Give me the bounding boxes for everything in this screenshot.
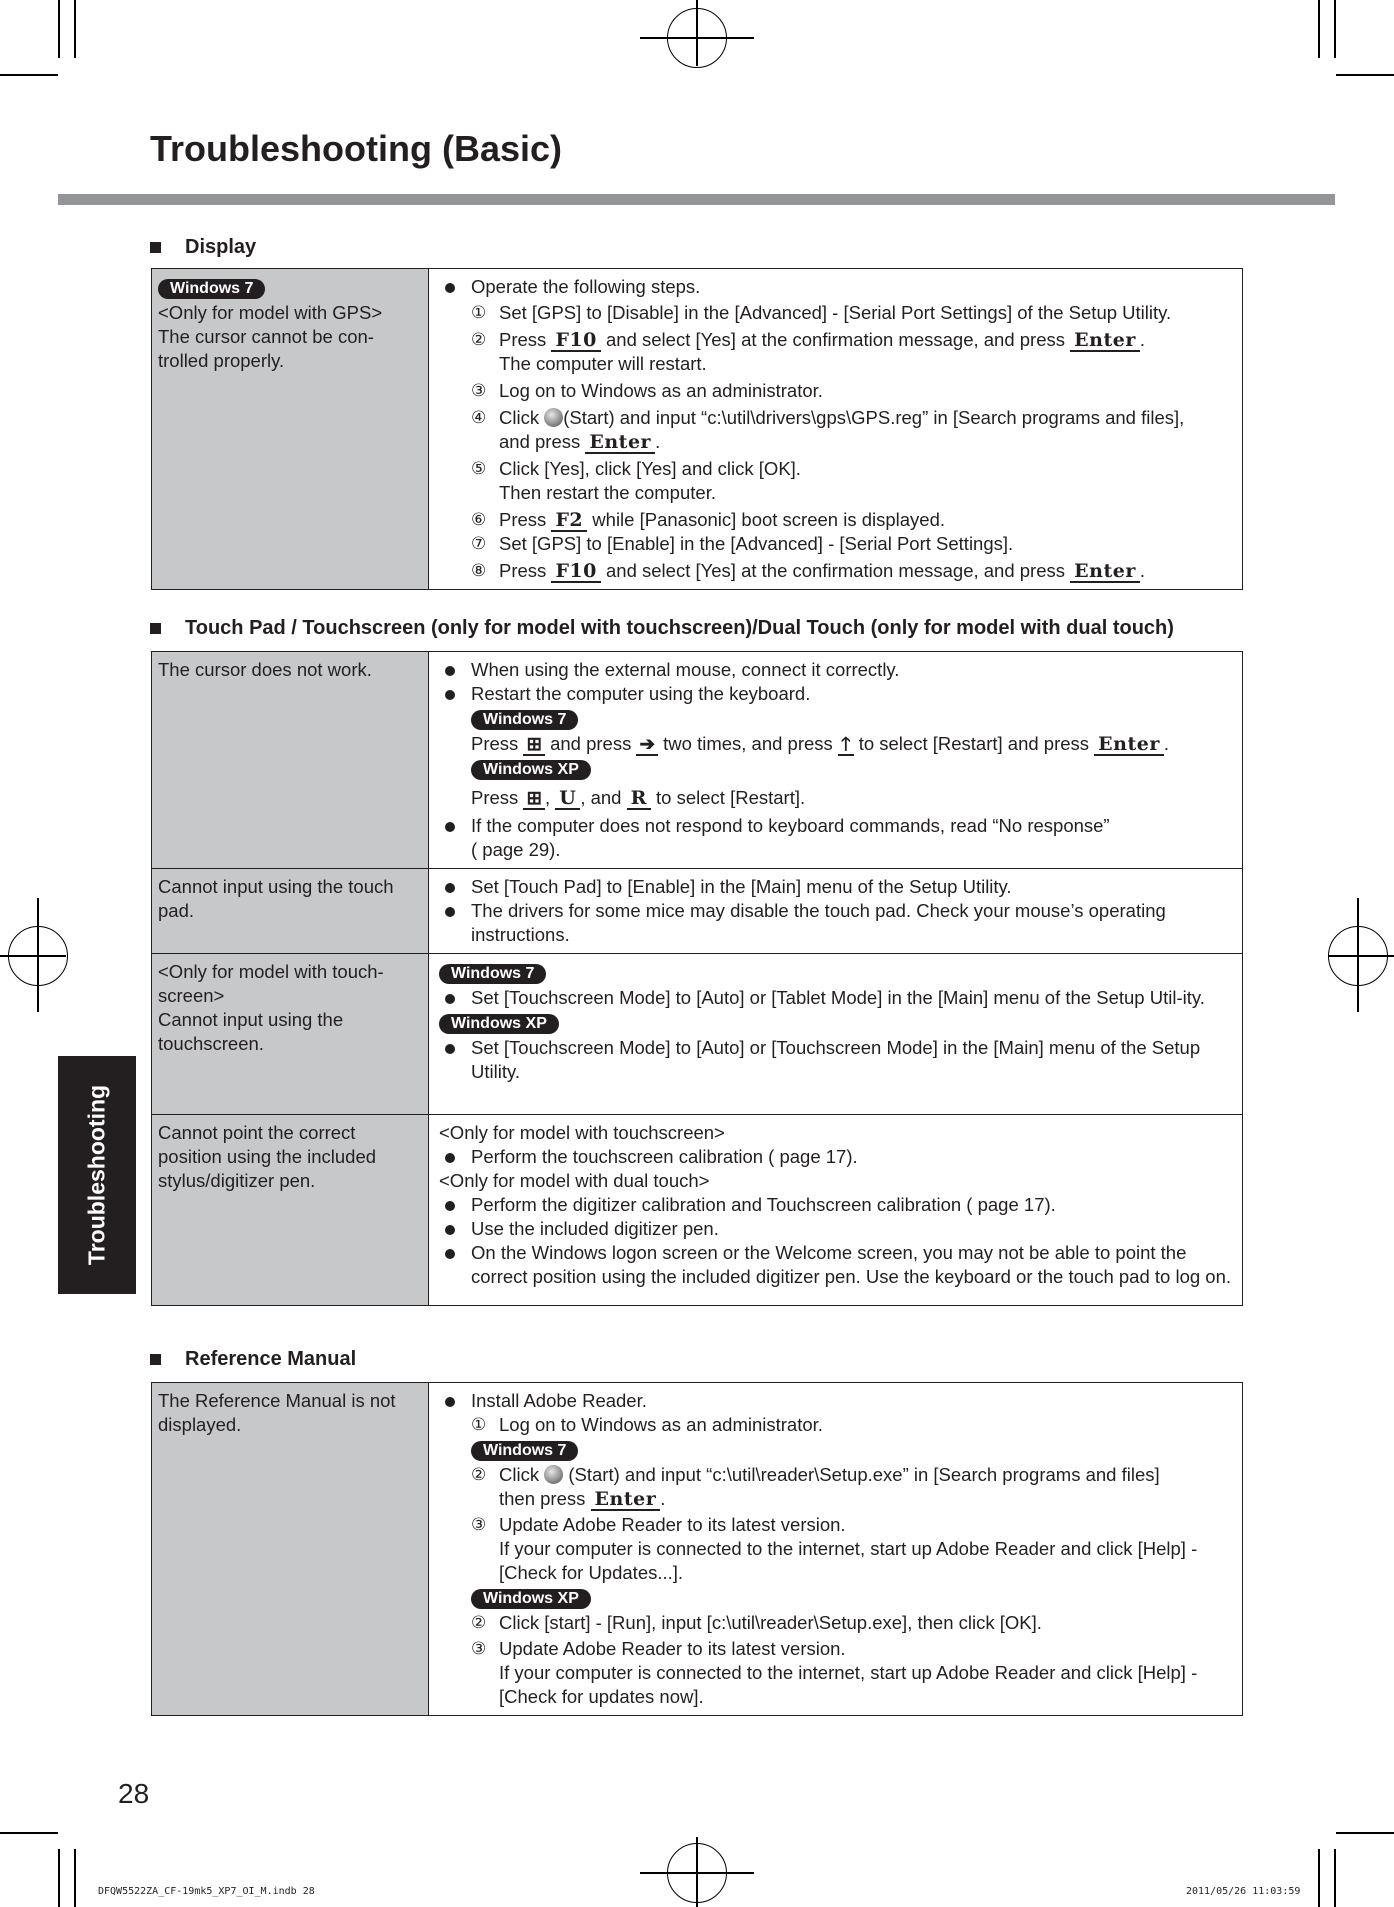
start-orb-icon xyxy=(544,408,563,427)
title-rule xyxy=(58,194,1335,205)
reference-table xyxy=(151,1382,1243,1716)
registration-mark xyxy=(37,898,39,1012)
step-item: ④ Click (Start) and input “c:\util\drivers\gps\GPS.reg” in [Search programs and files], and press Enter . xyxy=(471,407,1185,453)
problem-cell: Cannot input using the touch pad. xyxy=(152,869,429,954)
u-key-icon: U xyxy=(555,788,580,810)
f10-key-icon: F10 xyxy=(551,561,600,583)
registration-mark xyxy=(696,1837,698,1907)
crop-mark xyxy=(1334,0,1336,58)
step-item: ③ Log on to Windows as an administrator. xyxy=(471,380,823,401)
step-item: ⑤ Click [Yes], click [Yes] and click [OK]. Then restart the computer. xyxy=(471,458,801,503)
crop-mark xyxy=(1334,1849,1336,1907)
square-bullet-icon xyxy=(150,1354,161,1365)
registration-mark xyxy=(1357,898,1359,1012)
up-arrow-key-icon: 🡑 xyxy=(838,734,854,756)
solution-cell: When using the external mouse, connect it correctly. Restart the computer using the keyboard. Windows 7 Press ⊞ and press ➔ two times, and press 🡑 to select [Restart] and press Enter . Windows XP Press ⊞ , U , and R to select [Restart]. If the computer does not respond to keyboard commands, read “No response” ( page 29). xyxy=(429,652,1243,869)
f10-key-icon: F10 xyxy=(551,330,600,352)
display-table xyxy=(151,268,1243,590)
r-key-icon: R xyxy=(627,788,651,810)
crop-mark xyxy=(1336,1832,1394,1834)
footer-timestamp: 2011/05/26 11:03:59 xyxy=(1186,1886,1301,1897)
windows-key-icon: ⊞ xyxy=(523,788,545,810)
table-row xyxy=(152,1115,1243,1306)
crop-mark xyxy=(1318,1849,1320,1907)
crop-mark xyxy=(0,1832,58,1834)
windows7-badge: Windows 7 xyxy=(471,710,578,730)
step-item: ② Click (Start) and input “c:\util\reader\Setup.exe” in [Search programs and files] then press Enter . xyxy=(471,1464,1160,1510)
solution-cell: Set [Touch Pad] to [Enable] in the [Main] menu of the Setup Utility. The drivers for some mice may disable the touch pad. Check your mouse’s operating instructions. xyxy=(429,869,1243,954)
step-item: ⑥ Press F2 while [Panasonic] boot screen is displayed. xyxy=(471,509,946,531)
step-item: ② Press F10 and select [Yes] at the confirmation message, and press Enter . The computer will restart. xyxy=(471,329,1145,374)
step-item: ① Log on to Windows as an administrator. xyxy=(471,1414,823,1435)
crop-mark xyxy=(74,1849,76,1907)
table-row xyxy=(152,869,1243,954)
crop-mark xyxy=(1318,0,1320,58)
enter-key-icon: Enter xyxy=(1070,561,1140,583)
step-item: ① Set [GPS] to [Disable] in the [Advanced] - [Serial Port Settings] of the Setup Utility. xyxy=(471,302,1172,323)
enter-key-icon: Enter xyxy=(591,1489,661,1511)
crop-mark xyxy=(1336,74,1394,76)
right-arrow-key-icon: ➔ xyxy=(636,734,658,756)
step-item: ② Click [start] - [Run], input [c:\util\reader\Setup.exe], then click [OK]. xyxy=(471,1612,1042,1633)
table-row xyxy=(152,269,1243,590)
step-item: ⑦ Set [GPS] to [Enable] in the [Advanced] - [Serial Port Settings]. xyxy=(471,533,1014,554)
problem-cell: <Only for model with touch- screen> Cannot input using the touchscreen. xyxy=(152,954,429,1115)
table-row xyxy=(152,954,1243,1115)
section-heading-display: Display xyxy=(150,236,256,259)
table-row xyxy=(152,652,1243,869)
solution-cell xyxy=(429,269,1243,590)
square-bullet-icon xyxy=(150,623,161,634)
section-heading-touch: Touch Pad / Touchscreen (only for model with touchscreen)/Dual Touch (only for model with dual touch) xyxy=(150,617,1174,640)
crop-mark xyxy=(74,0,76,58)
windows-key-icon: ⊞ xyxy=(523,734,545,756)
solution-cell: <Only for model with touchscreen> Perform the touchscreen calibration ( page 17). <Only for model with dual touch> Perform the digitizer calibration and Touchscreen calibration ( page 17). Use the included digitizer pen. On the Windows logon screen or the Welcome screen, you may not be able to point the correct position using the included digitizer pen. Use the keyboard or the touch pad to log on. xyxy=(429,1115,1243,1306)
solution-cell: Install Adobe Reader. ① Log on to Windows as an administrator. Windows 7 ② Click (Start) and input “c:\util\reader\Setup.exe” in [Search programs and files] then press Enter . ③ Update Adobe Reader to its latest version. If your computer is connected to the internet, start up Adobe Reader and click [Help] - [Check for Updates...]. Windows XP ② Click [start] - [Run], input [c:\util\reader\Setup.exe], then click [OK]. ③ Update Adobe Reader to its latest version. If your computer is connected to the internet, start up Adobe Reader and click [Help] - [Check for updates now]. xyxy=(429,1383,1243,1716)
problem-cell: The Reference Manual is not displayed. xyxy=(152,1383,429,1716)
windowsxp-badge: Windows XP xyxy=(471,760,591,780)
solution-cell: Windows 7 Set [Touchscreen Mode] to [Auto] or [Tablet Mode] in the [Main] menu of the Setup Util-ity. Windows XP Set [Touchscreen Mode] to [Auto] or [Touchscreen Mode] in the [Main] menu of the Setup Utility. xyxy=(429,954,1243,1115)
problem-cell: The cursor does not work. xyxy=(152,652,429,869)
f2-key-icon: F2 xyxy=(551,510,587,532)
start-orb-icon xyxy=(544,1465,563,1484)
windows7-badge: Windows 7 xyxy=(439,964,546,984)
problem-cell: Cannot point the correct position using the included stylus/digitizer pen. xyxy=(152,1115,429,1306)
windowsxp-badge: Windows XP xyxy=(471,1589,591,1609)
enter-key-icon: Enter xyxy=(585,432,655,454)
page-title: Troubleshooting (Basic) xyxy=(150,128,563,169)
windows7-badge: Windows 7 xyxy=(471,1441,578,1461)
page-number: 28 xyxy=(118,1778,150,1809)
footer-file: DFQW5522ZA_CF-19mk5_XP7_OI_M.indb 28 xyxy=(98,1886,315,1897)
registration-mark xyxy=(0,955,66,957)
registration-mark xyxy=(1328,955,1394,957)
side-tab: Troubleshooting xyxy=(58,1056,136,1294)
square-bullet-icon xyxy=(150,242,161,253)
problem-cell: Windows 7 <Only for model with GPS> The cursor cannot be con- trolled properly. xyxy=(152,269,429,590)
enter-key-icon: Enter xyxy=(1070,330,1140,352)
bullet-item: Operate the following steps. xyxy=(439,275,1234,299)
crop-mark xyxy=(58,1849,60,1907)
registration-mark xyxy=(696,0,698,66)
table-row xyxy=(152,1383,1243,1716)
step-item: ③ Update Adobe Reader to its latest version. If your computer is connected to the internet, start up Adobe Reader and click [Help] - [Check for Updates...]. xyxy=(471,1514,1198,1583)
windows7-badge: Windows 7 xyxy=(158,279,265,299)
step-item: ③ Update Adobe Reader to its latest version. If your computer is connected to the internet, start up Adobe Reader and click [Help] - [Check for updates now]. xyxy=(471,1638,1198,1707)
enter-key-icon: Enter xyxy=(1094,734,1164,756)
crop-mark xyxy=(0,74,58,76)
windowsxp-badge: Windows XP xyxy=(439,1014,559,1034)
crop-mark xyxy=(58,0,60,58)
touch-table xyxy=(151,651,1243,1306)
section-heading-reference: Reference Manual xyxy=(150,1348,356,1371)
step-item: ⑧ Press F10 and select [Yes] at the confirmation message, and press Enter . xyxy=(471,560,1145,582)
